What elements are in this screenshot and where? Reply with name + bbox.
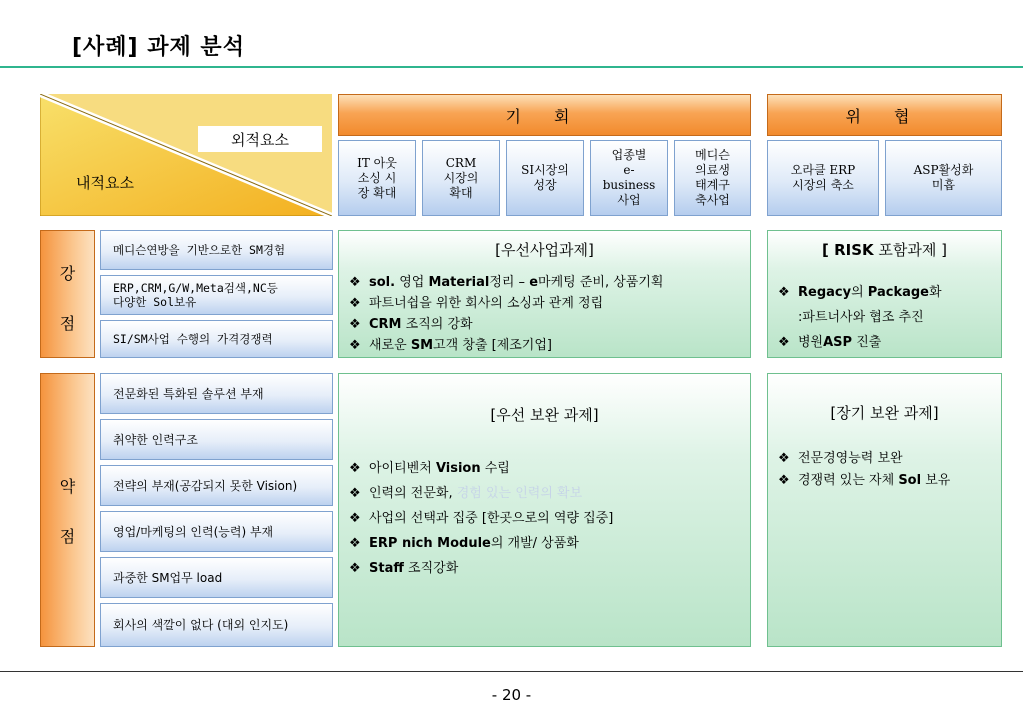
priority-supplement-box — [338, 373, 751, 647]
weakness-item: 영업/마케팅의 인력(능력) 부재 — [100, 511, 333, 552]
opportunity-item: IT 아웃 소싱 시 장 확대 — [338, 140, 416, 216]
weakness-item: 전문화된 특화된 솔루션 부재 — [100, 373, 333, 414]
weakness-item: 전략의 부재(공감되지 못한 Vision) — [100, 465, 333, 506]
box-item: ❖ Staff 조직강화 — [349, 561, 459, 576]
title-divider — [0, 66, 1023, 68]
weakness-item: 과중한 SM업무 load — [100, 557, 333, 598]
strength-side-label: 강 점 — [40, 230, 95, 358]
box-title: [우선 보완 과제] — [490, 406, 599, 424]
box-item: ❖ 경쟁력 있는 자체 Sol 보유 — [778, 473, 951, 488]
strength-item: SI/SM사업 수행의 가격경쟁력 — [100, 320, 333, 358]
strength-item: ERP,CRM,G/W,Meta검색,NC등 다양한 Sol보유 — [100, 275, 333, 315]
box-item: ❖ Regacy의 Package화 — [778, 285, 942, 300]
corner-diagonal-box — [40, 94, 332, 216]
corner-internal-label: 내적요소 — [76, 174, 134, 192]
opportunity-item: 메디슨 의료생 태계구 축사업 — [674, 140, 751, 216]
corner-external-label: 외적요소 — [198, 126, 322, 152]
box-item: ❖ 인력의 전문화, 경험 있는 인력의 확보 — [349, 486, 583, 501]
box-title: [ RISK 포함과제 ] — [822, 241, 947, 259]
box-item: ❖ ERP nich Module의 개발/ 상품화 — [349, 536, 579, 551]
opportunity-item: SI시장의 성장 — [506, 140, 584, 216]
page-number: - 20 - — [491, 686, 532, 704]
priority-business-box — [338, 230, 751, 358]
box-item: ❖ 파트너쉽을 위한 회사의 소싱과 관계 정립 — [349, 296, 604, 311]
box-item: ❖ 병원ASP 진출 — [778, 335, 882, 350]
risk-task-box — [767, 230, 1002, 358]
opportunity-item: CRM 시장의 확대 — [422, 140, 500, 216]
opportunity-header: 기 회 — [338, 94, 751, 136]
box-item: ❖ 아이티벤처 Vision 수립 — [349, 461, 510, 476]
page-title: [사례] 과제 분석 — [72, 35, 245, 60]
opportunity-item: 업종별 e- business 사업 — [590, 140, 668, 216]
footer-divider — [0, 671, 1023, 672]
weakness-item: 회사의 색깔이 없다 (대외 인지도) — [100, 603, 333, 647]
weakness-item: 취약한 인력구조 — [100, 419, 333, 460]
threat-header: 위 협 — [767, 94, 1002, 136]
strength-item: 메디슨연방을 기반으로한 SM경험 — [100, 230, 333, 270]
box-item: ❖ sol. 영업 Material정리 – e마케팅 준비, 상품기획 — [349, 275, 664, 290]
threat-item: 오라클 ERP 시장의 축소 — [767, 140, 879, 216]
box-item: ❖ CRM 조직의 강화 — [349, 317, 473, 332]
box-item: ❖ 전문경영능력 보완 — [778, 451, 903, 466]
box-item: :파트너사와 협조 추진 — [798, 310, 924, 325]
box-item: ❖ 새로운 SM고객 창출 [제조기업] — [349, 338, 552, 353]
threat-item: ASP활성화 미흡 — [885, 140, 1002, 216]
box-item: ❖ 사업의 선택과 집중 [한곳으로의 역량 집중] — [349, 511, 614, 526]
weakness-side-label: 약 점 — [40, 373, 95, 647]
long-term-supplement-box — [767, 373, 1002, 647]
box-title: [장기 보완 과제] — [830, 404, 939, 422]
box-title: [우선사업과제] — [495, 241, 594, 259]
